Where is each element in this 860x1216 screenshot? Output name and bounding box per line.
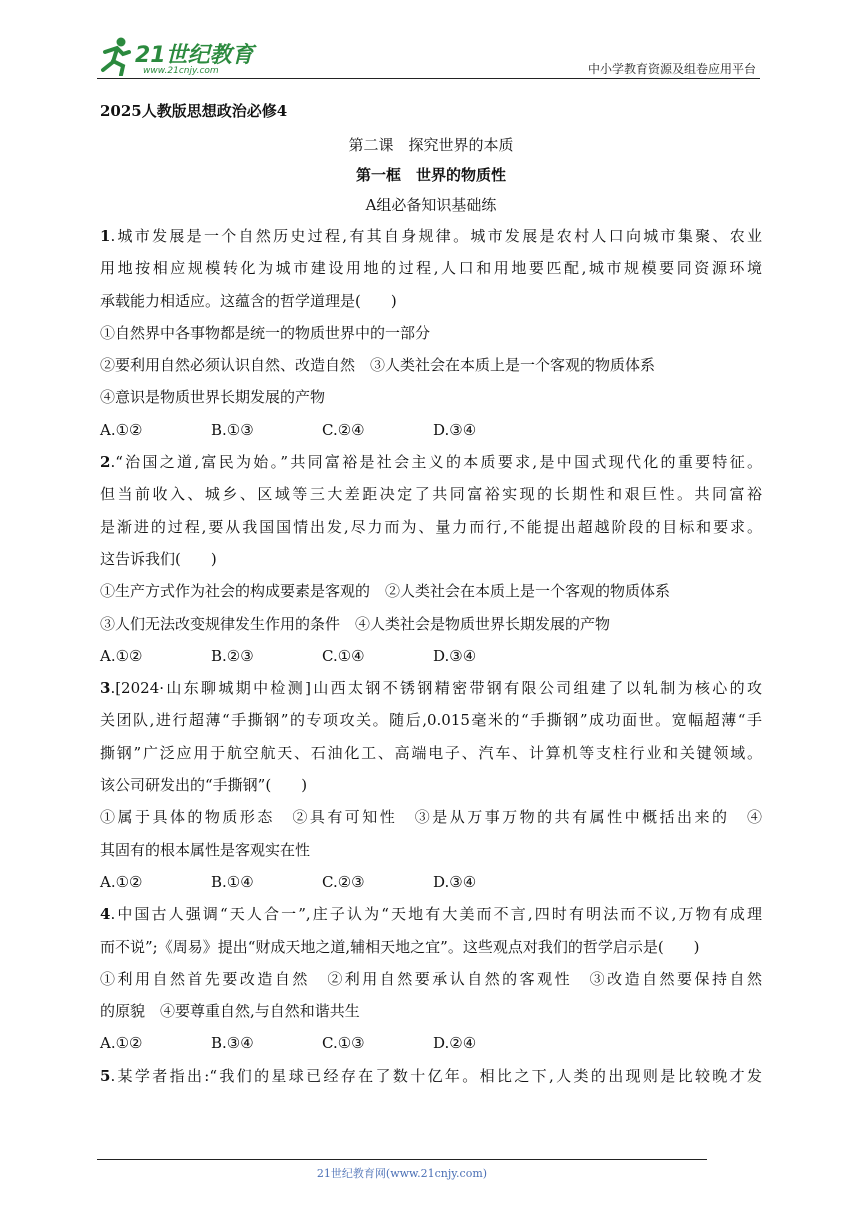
option-d[interactable]: D.③④ [433, 646, 477, 665]
question-text-line [100, 446, 762, 478]
platform-label: 中小学教育资源及组卷应用平台 [587, 62, 756, 76]
question-text: .[2024·山东聊城期中检测]山西太钢不锈钢精密带钢有限公司组建了以轧制为核心的攻 [110, 679, 762, 698]
question-text-line [100, 672, 762, 704]
lesson-title: 第二课 探究世界的本质 [348, 136, 514, 154]
statement-line: ④意识是物质世界长期发展的产物 [100, 388, 326, 407]
statement-line: 的原貌 ④要尊重自然,与自然和谐共生 [100, 1002, 360, 1021]
option-a[interactable]: A.①② [100, 420, 143, 439]
question-text-line: 承载能力相适应。这蕴含的哲学道理是( ) [100, 291, 397, 310]
question-text: .某学者指出:“我们的星球已经存在了数十亿年。相比之下,人类的出现则是比较晚才发 [110, 1066, 762, 1085]
option-d[interactable]: D.③④ [433, 420, 477, 439]
header-divider [97, 78, 760, 79]
question-number: 2 [100, 453, 111, 472]
statement-line: ③人们无法改变规律发生作用的条件 ④人类社会是物质世界长期发展的产物 [100, 614, 611, 633]
question-number: 5 [100, 1066, 111, 1085]
logo-url: www.21cnjy.com [143, 66, 219, 76]
footer-divider [97, 1159, 707, 1160]
question-1 [100, 220, 762, 446]
question-text: .城市发展是一个自然历史过程,有其自身规律。城市发展是农村人口向城市集聚、农业 [110, 227, 762, 245]
option-a[interactable]: A.①② [100, 872, 143, 891]
question-text-line: 是渐进的过程,要从我国国情出发,尽力而为、量力而行,不能提出超越阶段的目标和要求。 [100, 517, 762, 536]
exercise-group-title: A组必备知识基础练 [365, 196, 497, 214]
question-text-line: 但当前收入、城乡、区域等三大差距决定了共同富裕实现的长期性和艰巨性。共同富裕 [100, 485, 762, 504]
option-c[interactable]: C.②③ [322, 872, 365, 891]
question-5 [100, 1060, 762, 1092]
option-a[interactable]: A.①② [100, 646, 143, 665]
question-text-line [100, 1060, 762, 1092]
question-text-line: 而不说”;《周易》提出“财成天地之道,辅相天地之宜”。这些观点对我们的哲学启示是( ) [100, 937, 700, 956]
question-3 [100, 672, 762, 898]
series-title: 2025人教版思想政治必修4 [100, 102, 288, 120]
statement-line: 其固有的根本属性是客观实在性 [100, 840, 311, 859]
question-text-line [100, 220, 762, 252]
option-d[interactable]: D.③④ [433, 872, 477, 891]
question-number: 3 [100, 679, 111, 698]
page-header [97, 30, 760, 80]
statement-line: ①生产方式作为社会的构成要素是客观的 ②人类社会在本质上是一个客观的物质体系 [100, 582, 671, 601]
logo-text: 21世纪教育 [135, 43, 254, 68]
question-text-line: 撕钢”广泛应用于航空航天、石油化工、高端电子、汽车、计算机等支柱行业和关键领域。 [100, 743, 762, 762]
option-c[interactable]: C.①③ [322, 1034, 365, 1053]
question-2 [100, 446, 762, 672]
section-title: 第一框 世界的物质性 [355, 166, 506, 184]
question-text: .中国古人强调“天人合一”,庄子认为“天地有大美而不言,四时有明法而不议,万物有成理 [110, 905, 762, 924]
runner-icon [97, 36, 133, 76]
option-b[interactable]: B.①④ [211, 872, 254, 891]
footer-text[interactable]: 21世纪教育网(www.21cnjy.com) [316, 1167, 488, 1180]
option-d[interactable]: D.②④ [433, 1034, 477, 1053]
question-text-line: 该公司研发出的“手撕钢”( ) [100, 776, 308, 795]
question-number: 1 [100, 227, 111, 245]
document-body [100, 96, 762, 1092]
question-number: 4 [100, 905, 111, 924]
answer-options [100, 1027, 762, 1059]
answer-options [100, 640, 762, 672]
question-text-line: 这告诉我们( ) [100, 549, 217, 568]
option-b[interactable]: B.②③ [211, 646, 254, 665]
statement-line: ②要利用自然必须认识自然、改造自然 ③人类社会在本质上是一个客观的物质体系 [100, 356, 656, 375]
question-text-line [100, 898, 762, 930]
question-4 [100, 898, 762, 1059]
site-logo[interactable] [97, 36, 267, 80]
answer-options [100, 866, 762, 898]
statement-line: ①自然界中各事物都是统一的物质世界中的一部分 [100, 323, 431, 342]
statement-line: ①属于具体的物质形态 ②具有可知性 ③是从万事万物的共有属性中概括出来的 ④ [100, 808, 762, 827]
option-c[interactable]: C.②④ [322, 420, 365, 439]
question-text-line: 用地按相应规模转化为城市建设用地的过程,人口和用地要匹配,城市规模要同资源环境 [100, 259, 762, 278]
question-text: .“治国之道,富民为始。”共同富裕是社会主义的本质要求,是中国式现代化的重要特征。 [110, 453, 762, 472]
option-a[interactable]: A.①② [100, 1034, 143, 1053]
option-b[interactable]: B.③④ [211, 1034, 254, 1053]
question-text-line: 关团队,进行超薄“手撕钢”的专项攻关。随后,0.015毫米的“手撕钢”成功面世。宽幅超薄“手 [100, 711, 762, 730]
answer-options [100, 414, 762, 446]
option-b[interactable]: B.①③ [211, 420, 254, 439]
statement-line: ①利用自然首先要改造自然 ②利用自然要承认自然的客观性 ③改造自然要保持自然 [100, 969, 762, 988]
option-c[interactable]: C.①④ [322, 646, 365, 665]
